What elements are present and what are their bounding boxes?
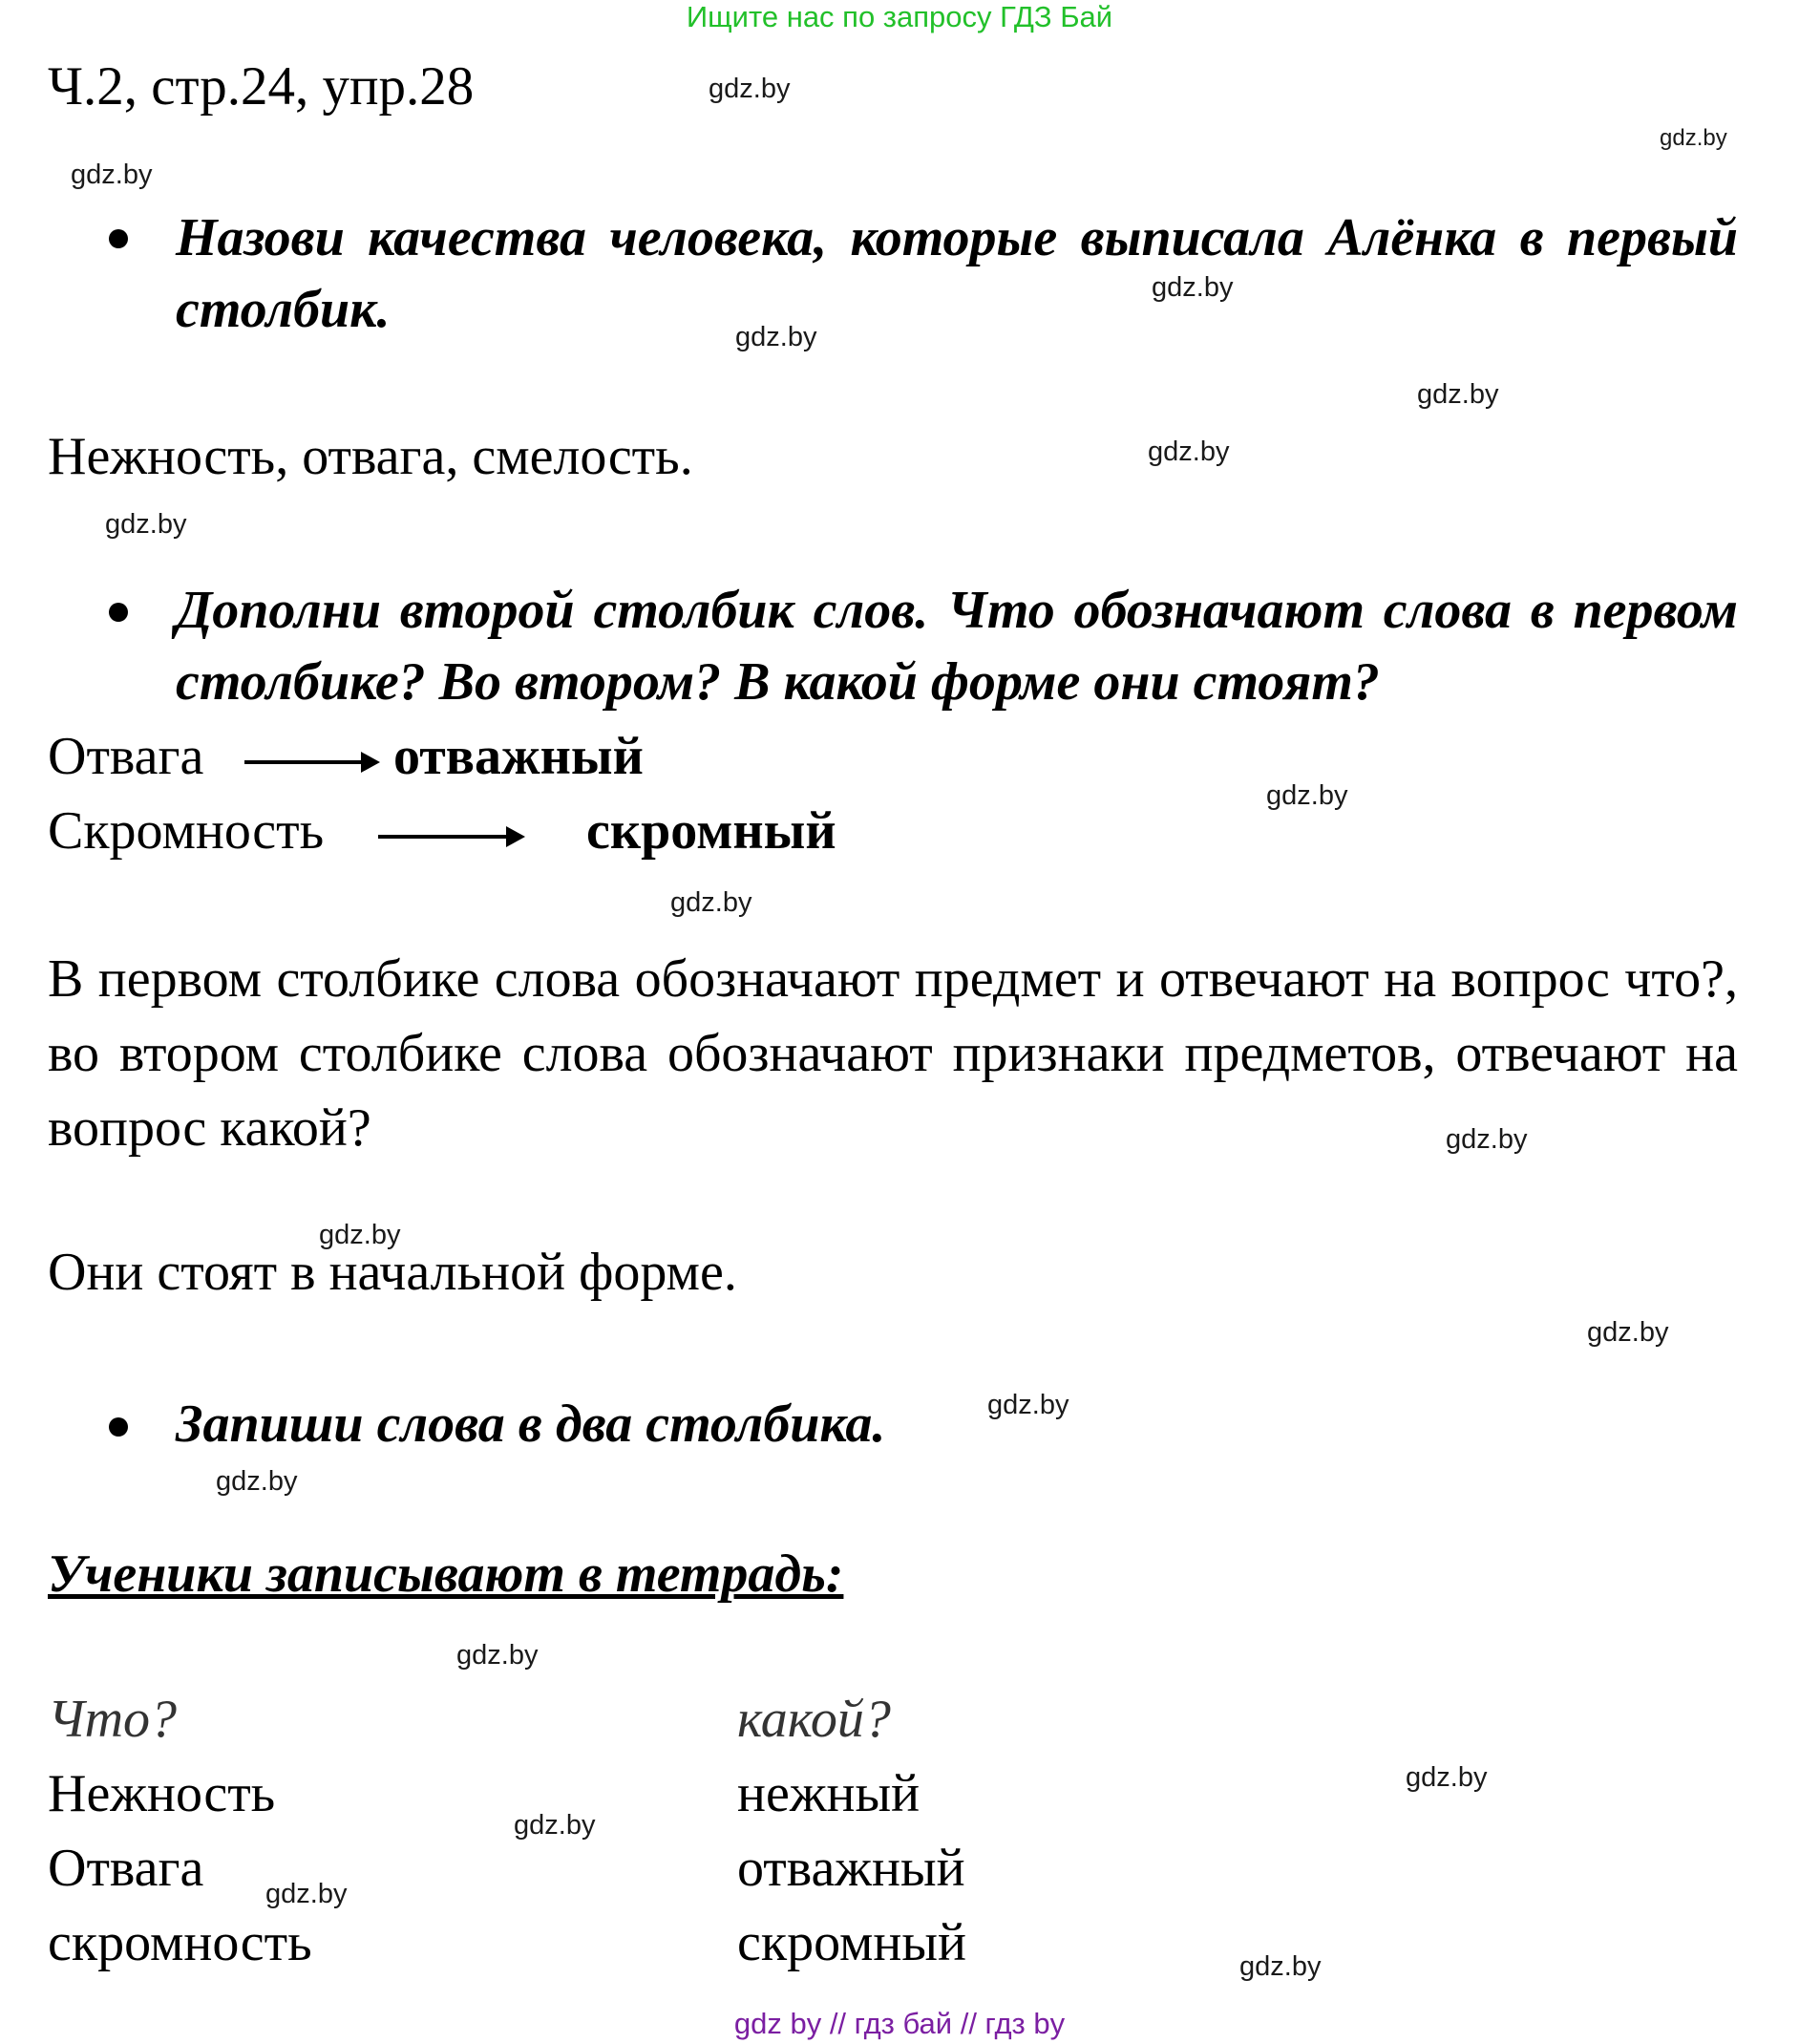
watermark: gdz.by — [265, 1879, 348, 1909]
answer-1: Нежность, отвага, смелость. — [48, 427, 693, 486]
watermark: gdz.by — [1266, 780, 1348, 811]
pair-1-noun: Отвага — [48, 727, 204, 786]
watermark: gdz.by — [71, 160, 153, 190]
watermark: gdz.by — [1152, 272, 1234, 303]
watermark: gdz.by — [670, 887, 752, 918]
watermark: gdz.by — [1239, 1951, 1322, 1982]
right-column-item: скромный — [737, 1913, 966, 1972]
pair-2-noun: Скромность — [48, 801, 325, 861]
left-column-item: Отвага — [48, 1839, 204, 1898]
watermark: gdz.by — [709, 74, 791, 104]
watermark: gdz.by — [987, 1390, 1069, 1420]
right-column-header: какой? — [737, 1690, 891, 1749]
left-column-item: скромность — [48, 1913, 312, 1972]
notebook-heading: Ученики записывают в тетрадь: — [48, 1544, 844, 1604]
watermark: gdz.by — [105, 509, 187, 540]
watermark: gdz.by — [1406, 1762, 1488, 1793]
watermark: gdz.by — [1417, 379, 1499, 410]
task-3: Запиши слова в два столбика. — [176, 1395, 886, 1454]
right-column-item: отважный — [737, 1839, 965, 1898]
search-banner: Ищите нас по запросу ГДЗ Бай — [686, 0, 1113, 33]
watermark: gdz.by — [1660, 125, 1727, 151]
watermark: gdz.by — [456, 1640, 539, 1671]
watermark: gdz.by — [216, 1466, 298, 1497]
watermark: gdz.by — [1587, 1317, 1669, 1348]
form-answer: Они стоят в начальной форме. — [48, 1243, 737, 1302]
watermark: gdz.by — [319, 1220, 401, 1250]
explanation-paragraph: В первом столбике слова обозначают предмет и отвечают на вопрос что?, во втором столбике слова обозначают признаки предметов, отвечают на вопрос какой? — [48, 949, 1738, 1158]
arrow-icon — [378, 835, 521, 839]
exercise-heading: Ч.2, стр.24, упр.28 — [48, 56, 475, 117]
arrow-icon — [244, 760, 376, 764]
task-2: Дополни второй столбик слов. Что обозначают слова в первом столбике? Во втором? В какой форме они стоят? — [176, 581, 1738, 712]
left-column-item: Нежность — [48, 1764, 276, 1823]
watermark: gdz.by — [735, 322, 817, 352]
bullet-icon — [109, 603, 128, 622]
task-1: Назови качества человека, которые выписала Алёнка в первый столбик. — [176, 208, 1738, 339]
pair-2-adjective: скромный — [586, 801, 836, 861]
left-column-header: Что? — [48, 1690, 178, 1749]
footer-links: gdz by // гдз бай // гдз by — [733, 2007, 1066, 2040]
watermark: gdz.by — [1148, 436, 1230, 467]
watermark: gdz.by — [514, 1810, 596, 1841]
bullet-icon — [109, 229, 128, 248]
pair-1-adjective: отважный — [393, 727, 644, 786]
right-column-item: нежный — [737, 1764, 921, 1823]
bullet-icon — [109, 1417, 128, 1437]
watermark: gdz.by — [1446, 1124, 1528, 1155]
